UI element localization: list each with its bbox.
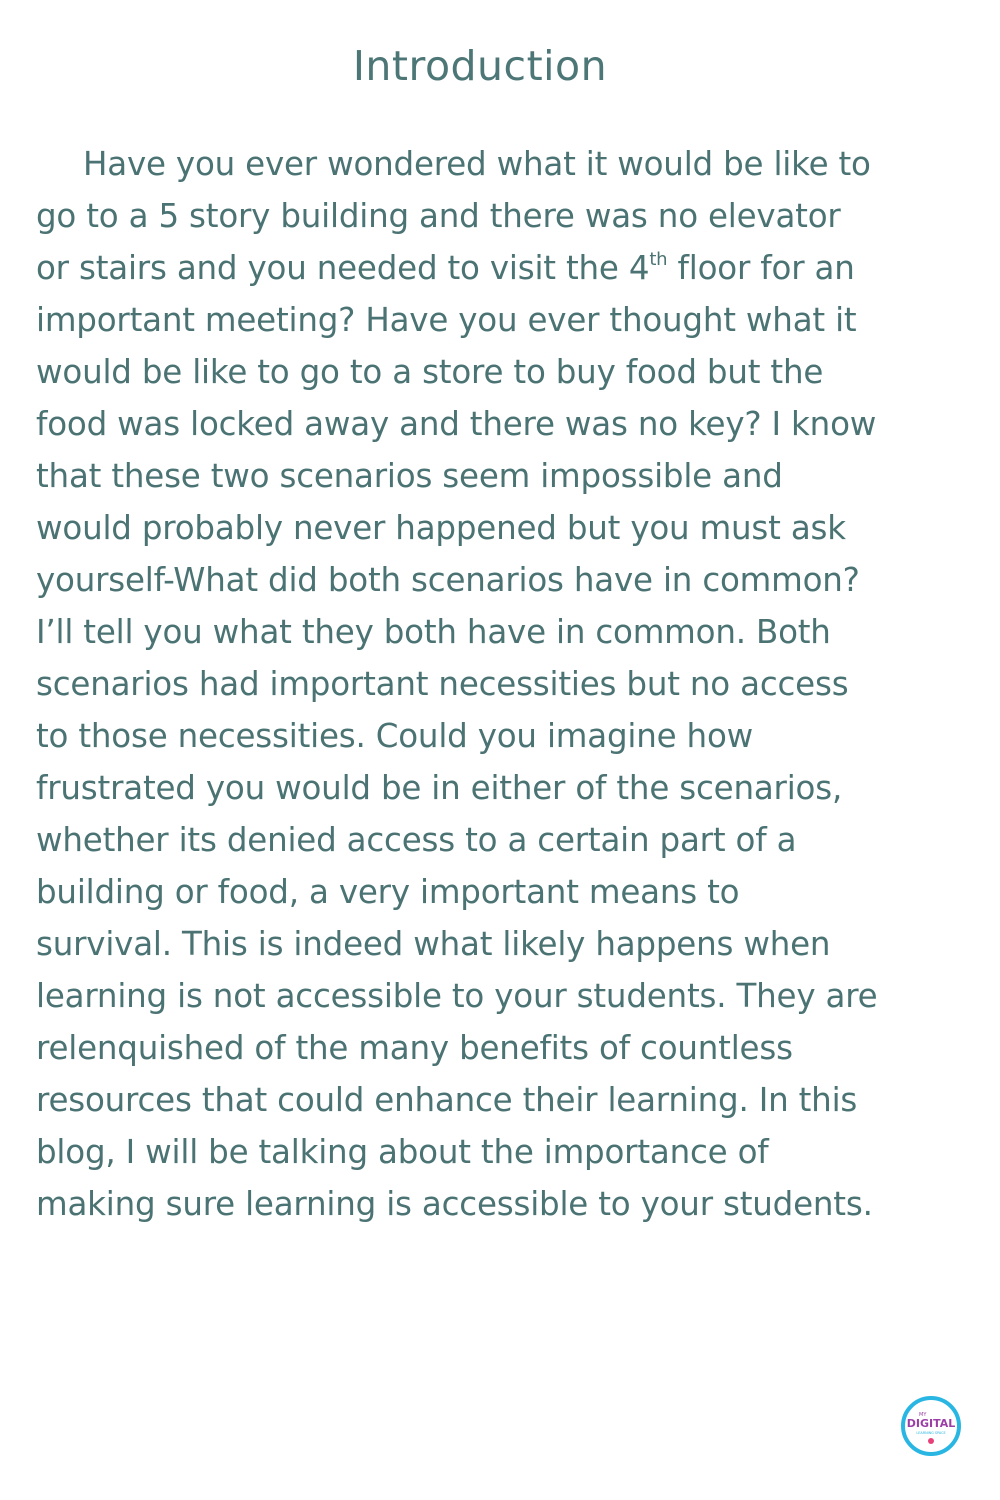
paragraph-line: building or food, a very important means to bbox=[36, 873, 740, 911]
paragraph-line-part: or stairs and you needed to visit the 4 bbox=[36, 249, 650, 287]
paragraph-line: to those necessities. Could you imagine how bbox=[36, 717, 754, 755]
paragraph-line: scenarios had important necessities but no access bbox=[36, 665, 849, 703]
paragraph-line: relenquished of the many benefits of countless bbox=[36, 1029, 793, 1067]
paragraph-line: yourself-What did both scenarios have in common? bbox=[36, 561, 860, 599]
paragraph-line: would probably never happened but you must ask bbox=[36, 509, 846, 547]
logo-graphic bbox=[900, 1395, 962, 1457]
paragraph-line-part: floor for an bbox=[667, 249, 855, 287]
logo-dot bbox=[928, 1438, 934, 1444]
paragraph-line: making sure learning is accessible to your students. bbox=[36, 1185, 873, 1223]
paragraph-line: blog, I will be talking about the importance of bbox=[36, 1133, 769, 1171]
paragraph-line: survival. This is indeed what likely happens when bbox=[36, 925, 831, 963]
paragraph-line: would be like to go to a store to buy food but the bbox=[36, 353, 824, 391]
paragraph-line: go to a 5 story building and there was no elevator bbox=[36, 197, 841, 235]
paragraph-line: important meeting? Have you ever thought what it bbox=[36, 301, 857, 339]
paragraph-line: I’ll tell you what they both have in common. Both bbox=[36, 613, 831, 651]
paragraph-line: frustrated you would be in either of the scenarios, bbox=[36, 769, 843, 807]
paragraph-line bbox=[36, 242, 976, 294]
body-paragraph bbox=[36, 138, 976, 1230]
logo-text-sub: LEARNING SPACE bbox=[916, 1431, 946, 1435]
paragraph-line: resources that could enhance their learning. In this bbox=[36, 1081, 858, 1119]
logo-text-main: DIGITAL bbox=[906, 1417, 956, 1430]
paragraph-line: Have you ever wondered what it would be like to bbox=[83, 145, 871, 183]
paragraph-line: whether its denied access to a certain part of a bbox=[36, 821, 797, 859]
page-title: Introduction bbox=[352, 42, 608, 90]
logo-text-small: MY bbox=[919, 1412, 927, 1418]
paragraph-line: food was locked away and there was no key? I know bbox=[36, 405, 877, 443]
paragraph-line: learning is not accessible to your students. They are bbox=[36, 977, 878, 1015]
ordinal-superscript: th bbox=[649, 249, 668, 270]
paragraph-line: that these two scenarios seem impossible and bbox=[36, 457, 783, 495]
digital-learning-logo-icon bbox=[900, 1395, 962, 1457]
